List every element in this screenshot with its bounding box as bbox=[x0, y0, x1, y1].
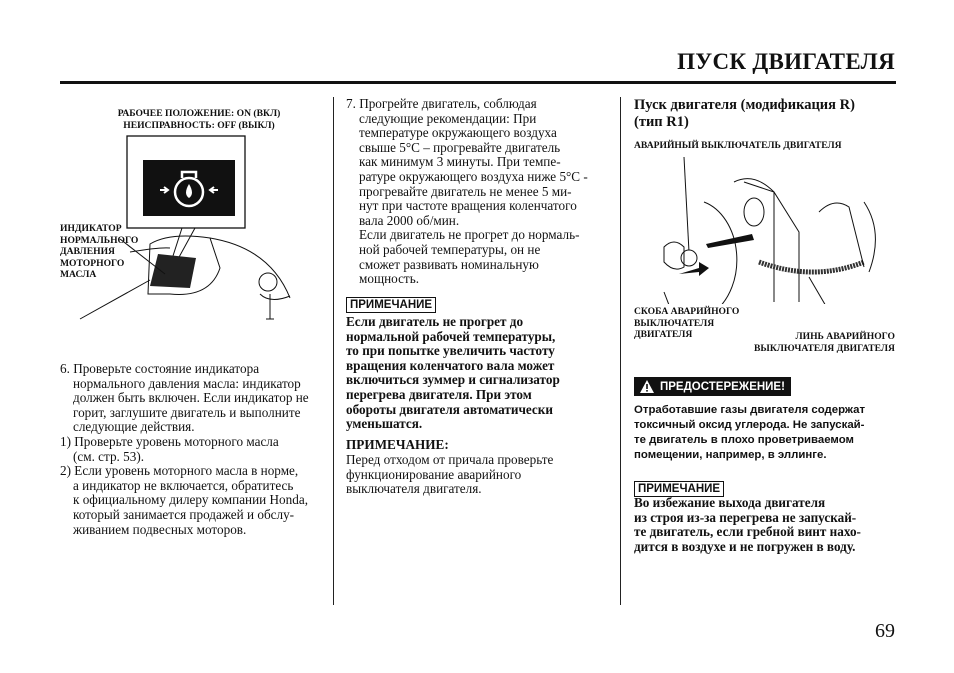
note-label: ПРИМЕЧАНИЕ bbox=[634, 481, 724, 497]
column-divider bbox=[620, 97, 621, 605]
warning-triangle-icon bbox=[640, 380, 654, 393]
page-title: ПУСК ДВИГАТЕЛЯ bbox=[677, 49, 895, 74]
indicator-label: ИНДИКАТОР НОРМАЛЬНОГО ДАВЛЕНИЯ МОТОРНОГО МАСЛА bbox=[60, 223, 139, 280]
figure-caption bbox=[60, 108, 338, 131]
step-7-text: следующие рекомендации: При температуре окружающего воздуха свыше 5°C – прогревайте двигатель как минимум 3 минуты. При темпе- ратуре окружающего воздуха ниже 5°C - прогревайте двигатель не менее 5 ми- нут при частоте вращения коленчатого вала 2000 об/мин. Если двигатель не прогрет до нормаль- ной рабочей температуры, он не сможет развивать номинальную мощность. bbox=[359, 110, 588, 287]
step-6 bbox=[60, 362, 330, 537]
clip-label: СКОБА АВАРИЙНОГО ВЫКЛЮЧАТЕЛЯ ДВИГАТЕЛЯ bbox=[634, 306, 740, 340]
note2-text: Перед отходом от причала проверьте функционирование аварийного выключателя двигателя. bbox=[346, 452, 554, 497]
kill-switch-label: АВАРИЙНЫЙ ВЫКЛЮЧАТЕЛЬ ДВИГАТЕЛЯ bbox=[634, 140, 842, 151]
note-text: Во избежание выхода двигателя из строя из-за перегрева не запускай- те двигатель, если гребной винт нахо- дится в воздухе и не погружен в воду. bbox=[634, 495, 861, 554]
header-rule bbox=[60, 81, 896, 84]
section-heading: Пуск двигателя (модификация R) (тип R1) bbox=[634, 97, 855, 130]
note-text: Если двигатель не прогрет до нормальной рабочей температуры, то при попытке увеличить частоту вращения коленчатого вала может включиться зуммер и сигнализатор перегрева двигателя. При этом обороты двигателя автоматически уменьшатся. bbox=[346, 314, 560, 432]
column-divider bbox=[333, 97, 334, 605]
lanyard-label: ЛИНЬ АВАРИЙНОГО ВЫКЛЮЧАТЕЛЯ ДВИГАТЕЛЯ bbox=[754, 331, 895, 354]
substep-2-text: а индикатор не включается, обратитесь к официальному дилеру компании Honda, который занимается продажей и обслу- живанием подвесных моторов. bbox=[73, 477, 308, 537]
note-label-box bbox=[346, 293, 436, 313]
substep-2: 2) Если уровень моторного масла в норме, bbox=[60, 463, 299, 479]
caption-line: РАБОЧЕЕ ПОЛОЖЕНИЕ: ON (ВКЛ) bbox=[117, 108, 281, 119]
step-6-text: нормального давления масла: индикатор должен быть включен. Если индикатор не горит, заглушите двигатель и выполните следующие действия. bbox=[73, 375, 309, 435]
note-label-box bbox=[634, 477, 724, 497]
emergency-stop-switch-illustration bbox=[634, 152, 896, 304]
substep-1: 1) Проверьте уровень моторного масла bbox=[60, 433, 279, 449]
caption-line: НЕИСПРАВНОСТЬ: OFF (ВЫКЛ) bbox=[123, 119, 275, 131]
step-7 bbox=[346, 97, 618, 287]
warning-banner bbox=[634, 377, 791, 396]
note-label: ПРИМЕЧАНИЕ bbox=[346, 297, 436, 313]
warning-text: Отработавшие газы двигателя содержат токсичный оксид углерода. Не запускай- те двигатель в плохо проветриваемом помещении, например, в эллинге. bbox=[634, 404, 866, 461]
note2-heading: ПРИМЕЧАНИЕ: bbox=[346, 437, 449, 452]
step-7-heading: 7. Прогрейте двигатель, соблюдая bbox=[346, 96, 537, 111]
page-number: 69 bbox=[875, 620, 895, 642]
substep-1-text: (см. стр. 53). bbox=[73, 448, 145, 464]
step-6-heading: 6. Проверьте состояние индикатора bbox=[60, 361, 260, 376]
warning-label: ПРЕДОСТЕРЕЖЕНИЕ! bbox=[660, 380, 785, 393]
